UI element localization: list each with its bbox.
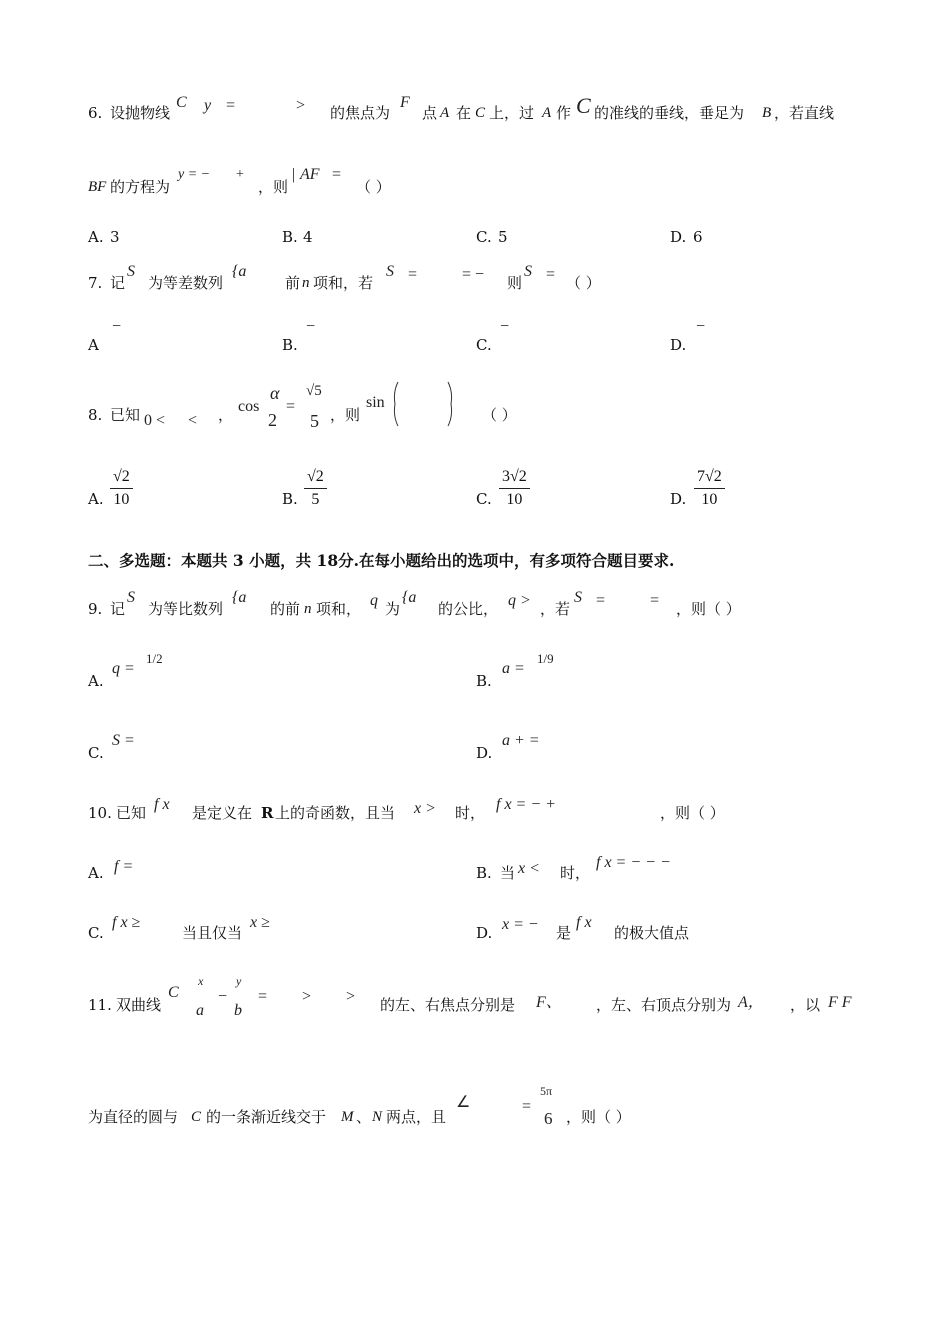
q11-hyp-gt1: >: [302, 988, 312, 1005]
q6-option-a-label: A.: [88, 228, 104, 246]
q6-line-plus: +: [236, 167, 244, 182]
q10-option-b-mid: 时，: [560, 864, 591, 882]
q6-option-d-value: 6: [693, 228, 703, 246]
q8-eq: =: [286, 398, 296, 415]
q9-option-b-label: B.: [476, 672, 492, 690]
q8-option-b-num: √2: [307, 468, 324, 485]
q10-option-d-expr1: x = −: [502, 916, 539, 933]
q9-math-q: q: [370, 592, 378, 609]
q8-option-b-den: 5: [311, 491, 320, 508]
q9-text-1: 记: [110, 600, 126, 618]
q7-text-5: 则: [507, 274, 523, 292]
q6-option-a-value: 3: [110, 228, 120, 246]
q7-option-d-value: −: [696, 318, 706, 335]
q6-number: 6.: [88, 104, 103, 122]
q7-number: 7.: [88, 274, 103, 292]
q6-text-2: 的焦点为: [330, 104, 391, 122]
q11-hyp-gt2: >: [346, 988, 356, 1005]
q6-line-eq: y = −: [178, 167, 211, 182]
q8-text-3: ，则: [330, 406, 361, 424]
q6-math-C: C: [176, 94, 187, 111]
q8-option-a-fraction: [110, 466, 133, 511]
q10-option-b-expr1: x <: [518, 860, 540, 877]
q6-option-d-label: D.: [670, 228, 687, 246]
q8-five: 5: [310, 411, 319, 431]
q6-AF-eq: =: [332, 166, 342, 183]
q7-math-S: S: [127, 263, 135, 280]
q8-option-b-fraction: [304, 466, 327, 511]
q11-hyp-eq: =: [258, 988, 268, 1005]
q8-text-1: 已知: [110, 406, 141, 424]
q7-text-4: 项和，若: [313, 274, 374, 292]
q9-text-6: 的公比，: [438, 600, 499, 618]
q10-option-a-expr: f =: [114, 858, 134, 875]
q6-text-1: 设抛物线: [110, 104, 171, 122]
q6-BF: BF: [88, 179, 107, 195]
q9-eq-2: =: [650, 592, 660, 609]
q11-angle: ∠: [456, 1094, 471, 1111]
q8-cos: cos: [238, 398, 260, 415]
q9-option-d-label: D.: [476, 744, 493, 762]
q11-text-2: 的左、右焦点分别是: [380, 996, 516, 1014]
q11-frac-den: 6: [544, 1109, 553, 1128]
q6-text-5: ，若直线: [774, 104, 835, 122]
q9-option-c-label: C.: [88, 744, 104, 762]
q7-text-1: 记: [110, 274, 126, 292]
q9-math-qgt: q >: [508, 592, 531, 609]
q7-option-b-value: −: [306, 318, 316, 335]
q10-option-d-expr2: f x: [576, 914, 592, 931]
q10-option-b-pre: 当: [500, 864, 516, 882]
q6-text-3d: 作: [556, 104, 572, 122]
q6-text-3a: 点: [422, 104, 438, 122]
q10-math-fx: f x: [154, 796, 170, 813]
q6-option-c-value: 5: [498, 228, 508, 246]
q9-option-d-expr: a + =: [502, 732, 540, 749]
q6-abs-bar: |: [292, 166, 296, 183]
q11-text-8: 两点，且: [386, 1108, 447, 1126]
q11-text-7: 、: [356, 1108, 372, 1126]
q10-number: 10.: [88, 804, 112, 822]
q7-eq-1: =: [408, 266, 418, 283]
q6-text-3b: 在: [456, 104, 472, 122]
q6-answer-paren: （ ）: [356, 178, 391, 196]
q8-text-2: ，: [218, 406, 234, 424]
q9-number: 9.: [88, 600, 103, 618]
q7-math-S2: S: [524, 263, 532, 280]
q10-text-2: 是定义在: [192, 804, 253, 822]
q7-answer-paren: （ ）: [566, 274, 601, 292]
q9-option-a-expr: q =: [112, 660, 135, 677]
q7-option-c-label: C.: [476, 336, 492, 354]
q6-A: A: [440, 105, 450, 121]
q11-text-6: 的一条渐近线交于: [206, 1108, 327, 1126]
q6-math-C2: C: [576, 93, 591, 118]
q8-answer-paren: （ ）: [482, 406, 517, 424]
q10-text-5: ，则（ ）: [660, 804, 725, 822]
section-2-heading-a: 二、多选题：本题共: [88, 551, 228, 570]
section-2-heading-c: 分.在每小题给出的选项中，有多项符合题目要求.: [338, 551, 675, 570]
q9-math-seq: {a: [232, 589, 247, 606]
section-2-heading-b: 小题，共: [249, 551, 312, 570]
q11-math-A: A，: [738, 994, 764, 1011]
q6-A2: A: [542, 105, 552, 121]
q10-option-b-expr2: f x = − − −: [596, 854, 671, 871]
q6-text-3c: 上，过: [489, 104, 535, 122]
q11-hyp-y: y: [236, 974, 242, 988]
q8-option-a-num: √2: [113, 468, 130, 485]
q11-text-3: ，左、右顶点分别为: [596, 996, 732, 1014]
q11-text-5: 为直径的圆与: [88, 1108, 179, 1126]
q7-eq-3: =: [546, 266, 556, 283]
q11-math-F: F、: [536, 994, 562, 1011]
q9-option-a-frac: 1/2: [146, 651, 163, 666]
q10-text-1: 已知: [116, 804, 147, 822]
q8-option-d-den: 10: [701, 491, 718, 508]
q8-option-a-den: 10: [113, 491, 130, 508]
q8-option-d-label: D.: [670, 490, 687, 508]
q10-option-c-expr1: f x ≥: [112, 914, 141, 931]
q8-option-c-label: C.: [476, 490, 492, 508]
q9-math-seq2: {a: [402, 589, 417, 606]
q11-C2: C: [191, 1109, 202, 1125]
q9-eq-S: S: [574, 589, 582, 606]
q7-text-3: 前: [285, 274, 301, 292]
q8-number: 8.: [88, 406, 103, 424]
q8-sqrt5: √5: [306, 383, 322, 399]
q7-eq-2: = −: [462, 266, 485, 283]
q8-alpha: α: [270, 383, 280, 403]
q10-math-xgt: x >: [414, 800, 436, 817]
q6-math-gt: >: [296, 97, 306, 114]
q7-n: n: [302, 275, 310, 291]
q11-eq: =: [522, 1098, 532, 1115]
q9-text-7: ，若: [540, 600, 571, 618]
q10-option-a-label: A.: [88, 864, 104, 882]
q6-text-7: ，则: [258, 178, 289, 196]
q9-text-3: 的前: [270, 600, 301, 618]
q6-text-4: 的准线的垂线，垂足为: [594, 104, 745, 122]
q6-C: C: [475, 105, 486, 121]
q9-option-c-expr: S =: [112, 732, 135, 749]
q8-ineq-b: <: [188, 412, 198, 429]
q8-option-c-num: 3√2: [502, 468, 527, 485]
q9-text-5: 为: [385, 600, 401, 618]
q11-frac-num: 5π: [540, 1084, 553, 1098]
q6-option-c-label: C.: [476, 228, 492, 246]
q9-math-S: S: [127, 589, 135, 606]
q10-option-b-label: B.: [476, 864, 492, 882]
q9-n: n: [304, 601, 312, 617]
q7-option-a-value: −: [112, 318, 122, 335]
q10-option-d-mid: 是: [556, 924, 572, 942]
q8-option-c-den: 10: [506, 491, 523, 508]
q6-option-b-value: 4: [303, 228, 313, 246]
q11-text-9: ，则（ ）: [566, 1108, 631, 1126]
q11-M: M: [341, 1109, 354, 1125]
q9-eq-1: =: [596, 592, 606, 609]
q9-text-2: 为等比数列: [148, 600, 224, 618]
q11-hyp-a: a: [196, 1002, 204, 1019]
q9-text-8: ，则（ ）: [676, 600, 741, 618]
q6-math-eq: =: [226, 97, 236, 114]
q7-eq-S: S: [386, 263, 394, 280]
q11-hyp-minus: −: [218, 988, 228, 1005]
q11-text-1: 双曲线: [116, 996, 162, 1014]
q7-math-seq: {a: [232, 263, 247, 280]
q8-ineq-a: 0 <: [144, 412, 166, 429]
q6-text-6: 的方程为: [110, 178, 171, 196]
q9-option-a-label: A.: [88, 672, 104, 690]
q6-math-y: y: [204, 97, 212, 114]
q11-math-FF: F F: [828, 994, 852, 1011]
q8-option-c-fraction: [499, 466, 530, 511]
q11-text-4: ，以: [790, 996, 821, 1014]
q10-math-expr: f x = − +: [496, 796, 556, 813]
section-2-heading-n18: 18: [316, 551, 339, 570]
q7-text-2: 为等差数列: [148, 274, 224, 292]
q11-N: N: [372, 1109, 383, 1125]
q8-option-b-label: B.: [282, 490, 298, 508]
q8-option-a-label: A.: [88, 490, 104, 508]
section-2-heading: [88, 552, 674, 570]
q11-hyp-b: b: [234, 1002, 242, 1019]
q9-option-b-expr: a =: [502, 660, 525, 677]
q10-option-c-mid: 当且仅当: [182, 924, 243, 942]
q6-math-F: F: [400, 94, 410, 111]
q11-number: 11.: [88, 996, 112, 1014]
q6-option-b-label: B.: [282, 228, 298, 246]
q11-hyp-x: x: [198, 974, 204, 988]
section-2-heading-n3: 3: [232, 551, 244, 570]
q9-text-4: 项和，: [316, 600, 362, 618]
q9-option-b-frac: 1/9: [537, 651, 554, 666]
q7-option-c-value: −: [500, 318, 510, 335]
q8-two: 2: [268, 410, 277, 430]
q8-option-d-num: 7√2: [697, 468, 722, 485]
q10-option-c-expr2: x ≥: [250, 914, 270, 931]
q6-AF: AF: [300, 166, 320, 183]
q7-option-b-label: B.: [282, 336, 298, 354]
q6-B: B: [762, 105, 772, 121]
q8-option-d-fraction: [694, 466, 725, 511]
q10-text-4: 时，: [455, 804, 486, 822]
q8-sin-brackets: [392, 380, 462, 428]
q10-R: R: [261, 804, 274, 822]
q10-option-d-post: 的极大值点: [614, 924, 690, 942]
q8-sin: sin: [366, 394, 385, 411]
q10-option-d-label: D.: [476, 924, 493, 942]
q7-option-d-label: D.: [670, 336, 687, 354]
q10-option-c-label: C.: [88, 924, 104, 942]
q10-text-3: 上的奇函数，且当: [275, 804, 396, 822]
q11-math-C: C: [168, 984, 179, 1001]
q7-option-a-label: A: [88, 336, 99, 354]
